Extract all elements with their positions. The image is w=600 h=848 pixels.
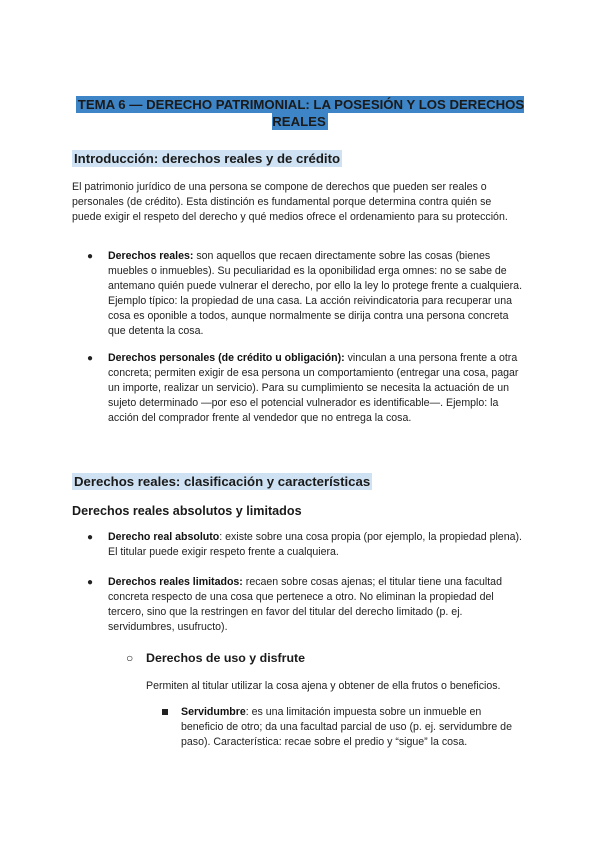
bullet-term: Derecho real absoluto — [108, 531, 220, 543]
intro-heading: Introducción: derechos reales y de crédito — [74, 151, 341, 166]
list-item-derechos-reales-limitados — [87, 575, 526, 635]
bullet-text: : existe sobre una cosa propia (por ejemplo, la propiedad plena). El titular puede exigir respeto frente a cualquiera. — [108, 531, 522, 558]
list-item-derecho-real-absoluto — [87, 530, 526, 560]
bullet-text: : es una limitación impuesta sobre un inmueble en beneficio de otro; da una facultad parcial de uso (p. ej. servidumbre de paso). Característica: recae sobre el predio y “sigue” la cosa. — [181, 706, 512, 748]
list-item-derechos-reales — [87, 249, 526, 339]
intro-paragraph: El patrimonio jurídico de una persona se compone de derechos que pueden ser reales o personales (de crédito). Esta distinción es fundamental porque determina contra quién se puede exigir el respeto del derecho y qué medios ofrece el ordenamiento para su protección. — [72, 181, 508, 223]
reales-subheading: Derechos reales absolutos y limitados — [72, 504, 302, 518]
bullet-term: Derechos reales: — [108, 250, 194, 262]
list-item-derechos-personales — [87, 351, 526, 426]
bullet-term: Servidumbre — [181, 706, 246, 718]
bullet-text: son aquellos que recaen directamente sobre las cosas (bienes muebles o inmuebles). Su peculiaridad es la oponibilidad erga omnes: no se sabe de antemano quién puede vulnerar el derecho, por ello la ley lo protege frente a cualquiera. Ejemplo típico: la propiedad de una casa. La acción reivindicatoria para recuperar una cosa es oponible a todos, aunque normalmente se dirija contra una persona concreta que detenta la cosa. — [108, 250, 523, 337]
bullet-dot-icon: ● — [87, 577, 94, 588]
document-title-text: TEMA 6 — DERECHO PATRIMONIAL: LA POSESIÓN Y LOS DERECHOS REALES — [77, 97, 525, 129]
square-bullet-icon — [162, 709, 168, 715]
document-title — [66, 96, 534, 130]
bullet-text: vinculan a una persona frente a otra concreta; permiten exigir de esa persona un comportamiento (entregar una cosa, pagar un importe, realizar un servicio). Para su cumplimiento se necesita la actuación de un sujeto determinado —por eso el potencial vulnerador es identificable—. Ejemplo: la acción del comprador frente al vendedor que no entrega la cosa. — [108, 352, 519, 424]
circle-bullet-icon: ○ — [126, 651, 134, 665]
bullet-dot-icon: ● — [87, 353, 94, 364]
uso-disfrute-heading: ○ Derechos de uso y disfrute — [126, 651, 306, 665]
list-item-servidumbre — [181, 705, 526, 750]
bullet-term: Derechos reales limitados: — [108, 576, 243, 588]
uso-disfrute-paragraph: Permiten al titular utilizar la cosa ajena y obtener de ella frutos o beneficios. — [146, 680, 501, 692]
bullet-term: Derechos personales (de crédito u obligación): — [108, 352, 345, 364]
bullet-dot-icon: ● — [87, 251, 94, 262]
reales-heading: Derechos reales: clasificación y características — [74, 474, 371, 489]
bullet-dot-icon: ● — [87, 532, 94, 543]
bullet-text: recaen sobre cosas ajenas; el titular tiene una facultad concreta respecto de una cosa que pertenece a otro. No eliminan la propiedad del tercero, sino que la restringen en favor del titular del derecho limitado (p. ej. servidumbres, usufructo). — [108, 576, 502, 633]
